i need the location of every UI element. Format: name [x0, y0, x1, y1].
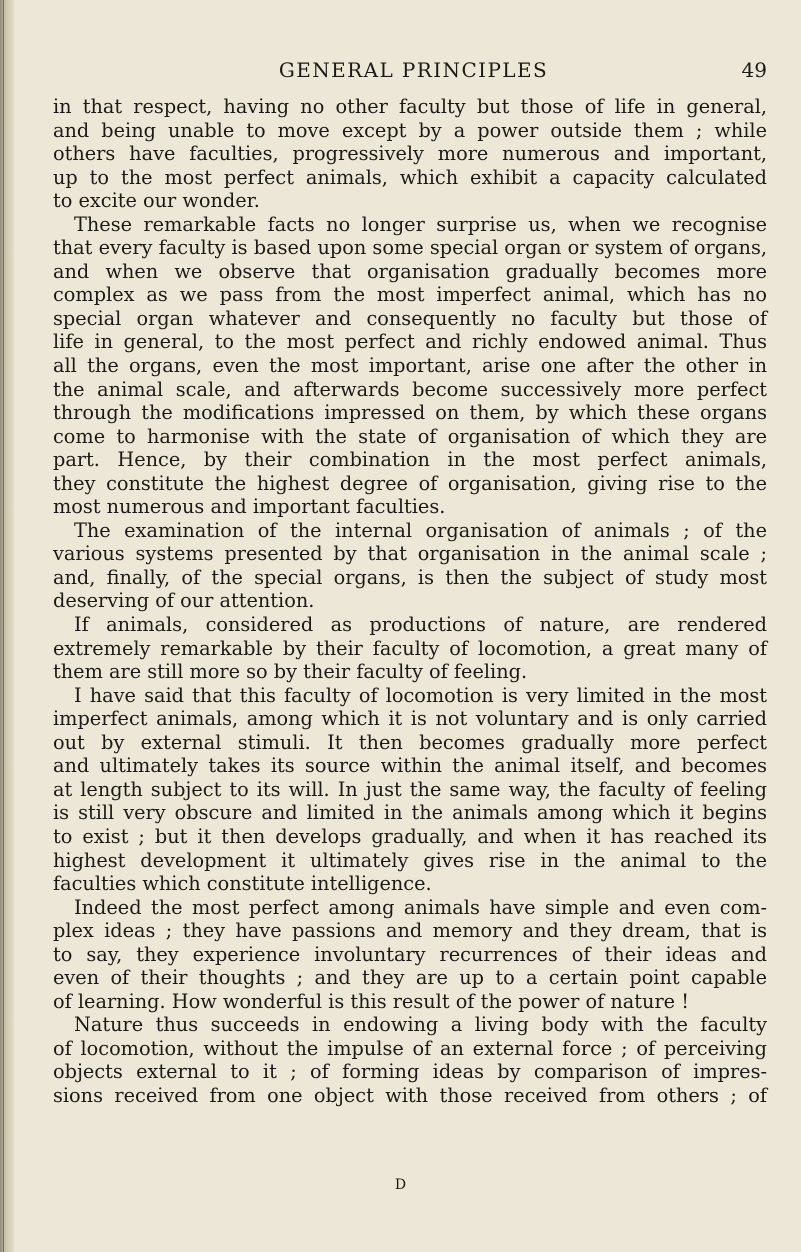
text-line: and when we observe that organisation gradually becomes more [53, 259, 767, 283]
text-line: Indeed the most perfect among animals have simple and even com- [74, 895, 767, 919]
text-line: and ultimately takes its source within the animal itself, and becomes [53, 754, 767, 778]
text-line: all the organs, even the most important, arise one after the other in [53, 354, 767, 378]
text-line: highest development it ultimately gives rise in the animal to the [53, 848, 767, 872]
text-line: These remarkable facts no longer surprise us, when we recognise [74, 212, 767, 236]
text-line: faculties which constitute intelligence. [53, 872, 432, 896]
text-line: out by external stimuli. It then becomes gradually more perfect [53, 730, 767, 754]
text-line: I have said that this faculty of locomotion is very limited in the most [74, 683, 767, 707]
text-line: they constitute the highest degree of organisation, giving rise to the [53, 471, 767, 495]
signature-mark: D [394, 1177, 407, 1193]
text-line: objects external to it ; of forming ideas by comparison of impres- [53, 1060, 767, 1084]
text-line: extremely remarkable by their faculty of locomotion, a great many of [53, 636, 767, 660]
body-text [53, 95, 767, 1108]
text-line: and being unable to move except by a power outside them ; while [53, 118, 767, 142]
text-line: that every faculty is based upon some special organ or system of organs, [53, 236, 767, 260]
text-line: to exist ; but it then develops gradually, and when it has reached its [53, 824, 767, 848]
text-line: The examination of the internal organisation of animals ; of the [74, 518, 767, 542]
page-number: 49 [741, 58, 767, 82]
text-line: the animal scale, and afterwards become successively more perfect [53, 377, 767, 401]
text-line: others have faculties, progressively more numerous and important, [53, 142, 767, 166]
text-line: to excite our wonder. [53, 189, 260, 213]
text-line: of locomotion, without the impulse of an external force ; of perceiving [53, 1036, 767, 1060]
text-line: of learning. How wonderful is this result of the power of nature ! [53, 989, 689, 1013]
text-line: to say, they experience involuntary recurrences of their ideas and [53, 942, 767, 966]
text-line: most numerous and important faculties. [53, 495, 446, 519]
page-binding-edge [0, 0, 14, 1252]
text-line: part. Hence, by their combination in the most perfect animals, [53, 448, 767, 472]
text-line: come to harmonise with the state of organisation of which they are [53, 424, 767, 448]
text-line: even of their thoughts ; and they are up to a certain point capable [53, 966, 767, 990]
text-line: at length subject to its will. In just the same way, the faculty of feeling [53, 777, 767, 801]
text-line: sions received from one object with those received from others ; of [53, 1083, 767, 1107]
text-line: life in general, to the most perfect and richly endowed animal. Thus [53, 330, 767, 354]
text-line: deserving of our attention. [53, 589, 315, 613]
text-line: If animals, considered as productions of nature, are rendered [74, 613, 767, 637]
text-line: special organ whatever and consequently no faculty but those of [53, 306, 767, 330]
running-title: GENERAL PRINCIPLES [278, 58, 549, 82]
text-line: is still very obscure and limited in the animals among which it begins [53, 801, 767, 825]
text-line: various systems presented by that organisation in the animal scale ; [53, 542, 767, 566]
text-line: and, finally, of the special organs, is then the subject of study most [53, 565, 767, 589]
text-line: imperfect animals, among which it is not voluntary and is only carried [53, 707, 767, 731]
text-line: them are still more so by their faculty of feeling. [53, 660, 528, 684]
text-line: in that respect, having no other faculty but those of life in general, [53, 95, 767, 118]
text-line: through the modifications impressed on them, by which these organs [53, 401, 767, 425]
text-line: up to the most perfect animals, which exhibit a capacity calculated [53, 165, 767, 189]
text-line: Nature thus succeeds in endowing a living body with the faculty [74, 1013, 767, 1037]
text-line: plex ideas ; they have passions and memory and they dream, that is [53, 919, 767, 943]
page-header [60, 58, 767, 84]
text-line: complex as we pass from the most imperfect animal, which has no [53, 283, 767, 307]
